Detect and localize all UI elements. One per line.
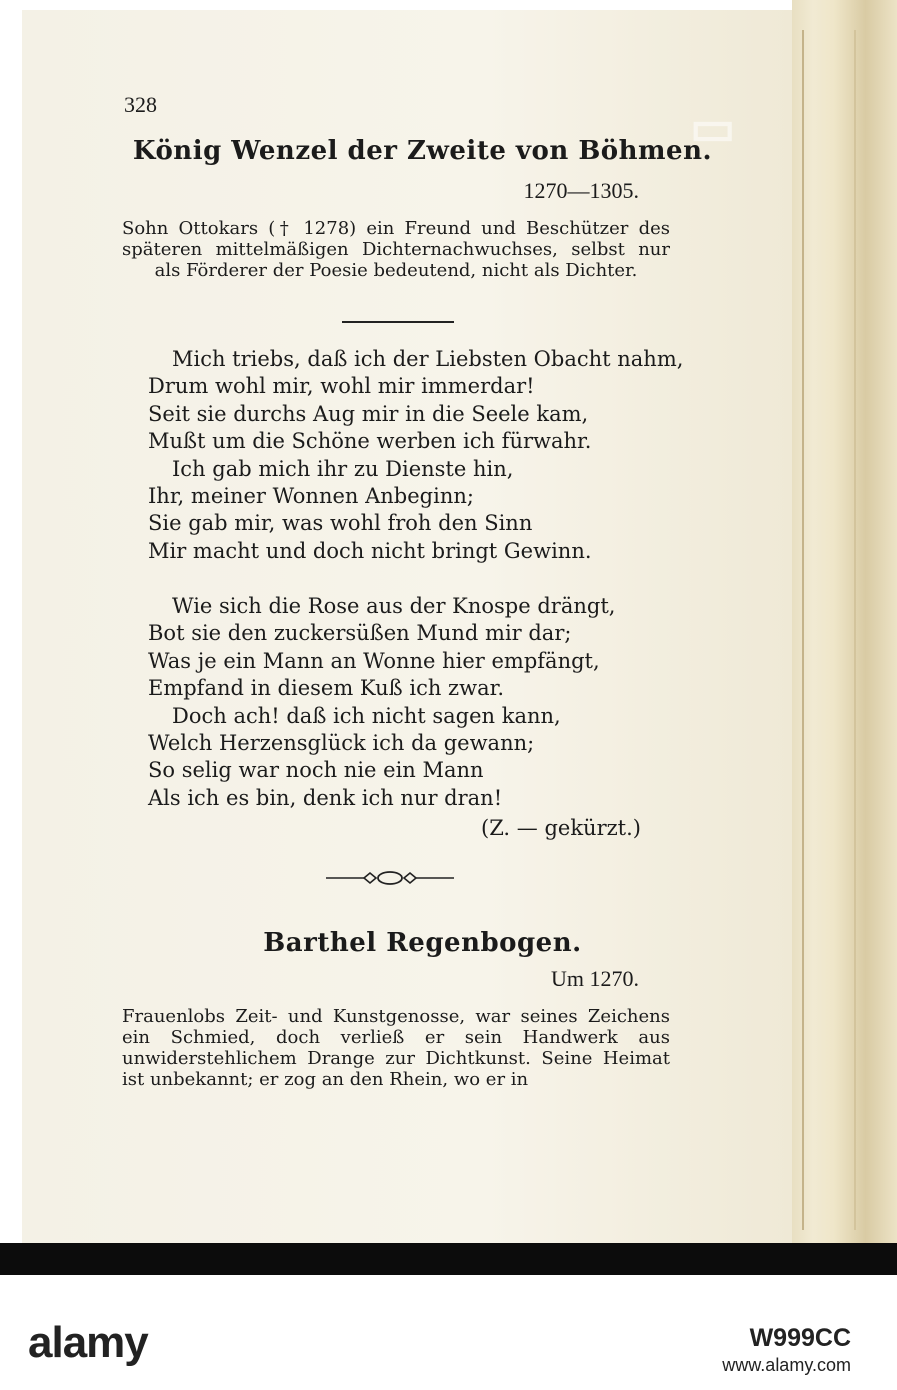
dates-regenbogen: Um 1270. [551,966,639,991]
verse-line: Bot sie den zuckersüßen Mund mir dar; [148,621,572,646]
image-id: W999CC [749,1324,851,1352]
verse-line: Seit sie durchs Aug mir in die Seele kam, [148,401,589,426]
verse-line: Mir macht und doch nicht bringt Gewinn. [148,538,592,563]
verse-line: Mußt um die Schöne werben ich fürwahr. [148,429,592,454]
section-title-wenzel: König Wenzel der Zweite von Böhmen. [132,136,713,166]
bio-regenbogen: Frauenlobs Zeit- und Kunstgenosse, war seines Zeichens ein Schmied, doch verließ er sein Handwerk aus unwiderstehlichem Drange zur Dichtkunst. Seine Heimat ist unbekannt; er zog an den Rhein, wo er in [122,1006,670,1090]
divider-rule [342,321,454,323]
verse-line: Welch Herzensglück ich da gewann; [148,730,535,755]
ornament-divider [320,868,460,888]
source-note: (Z. — gekürzt.) [481,816,641,840]
verse-line: Mich triebs, daß ich der Liebsten Obacht nahm, [172,347,684,371]
section-title-regenbogen: Barthel Regenbogen. [263,928,582,958]
bio-wenzel: Sohn Ottokars († 1278) ein Freund und Beschützer des späteren mittelmäßigen Dichternachwuchses, selbst nur als Förderer der Poesie bedeutend, nicht als Dichter. [122,218,670,281]
verse-line: Wie sich die Rose aus der Knospe drängt, [172,594,616,618]
watermark-site: www.alamy.com [722,1355,851,1375]
verse-line: Ich gab mich ihr zu Dienste hin, [172,456,514,481]
dates-wenzel: 1270—1305. [523,178,639,203]
verse-line: So selig war noch nie ein Mann [148,758,484,783]
stanza-2 [148,593,688,812]
verse-line: Was je ein Mann an Wonne hier empfängt, [148,648,600,673]
verse-line: Doch ach! daß ich nicht sagen kann, [172,703,561,728]
watermark-ghost-logo: ▭ [690,102,736,155]
verse-line: Drum wohl mir, wohl mir immerdar! [148,374,535,399]
verse-line: Empfand in diesem Kuß ich zwar. [148,676,505,701]
verse-line: Sie gab mir, was wohl froh den Sinn [148,511,533,536]
stanza-1 [148,346,688,565]
page-number: 328 [124,92,157,117]
verse-line: Ihr, meiner Wonnen Anbeginn; [148,483,474,508]
verse-line: Als ich es bin, denk ich nur dran! [148,785,503,810]
watermark-logo: alamy [28,1318,148,1367]
